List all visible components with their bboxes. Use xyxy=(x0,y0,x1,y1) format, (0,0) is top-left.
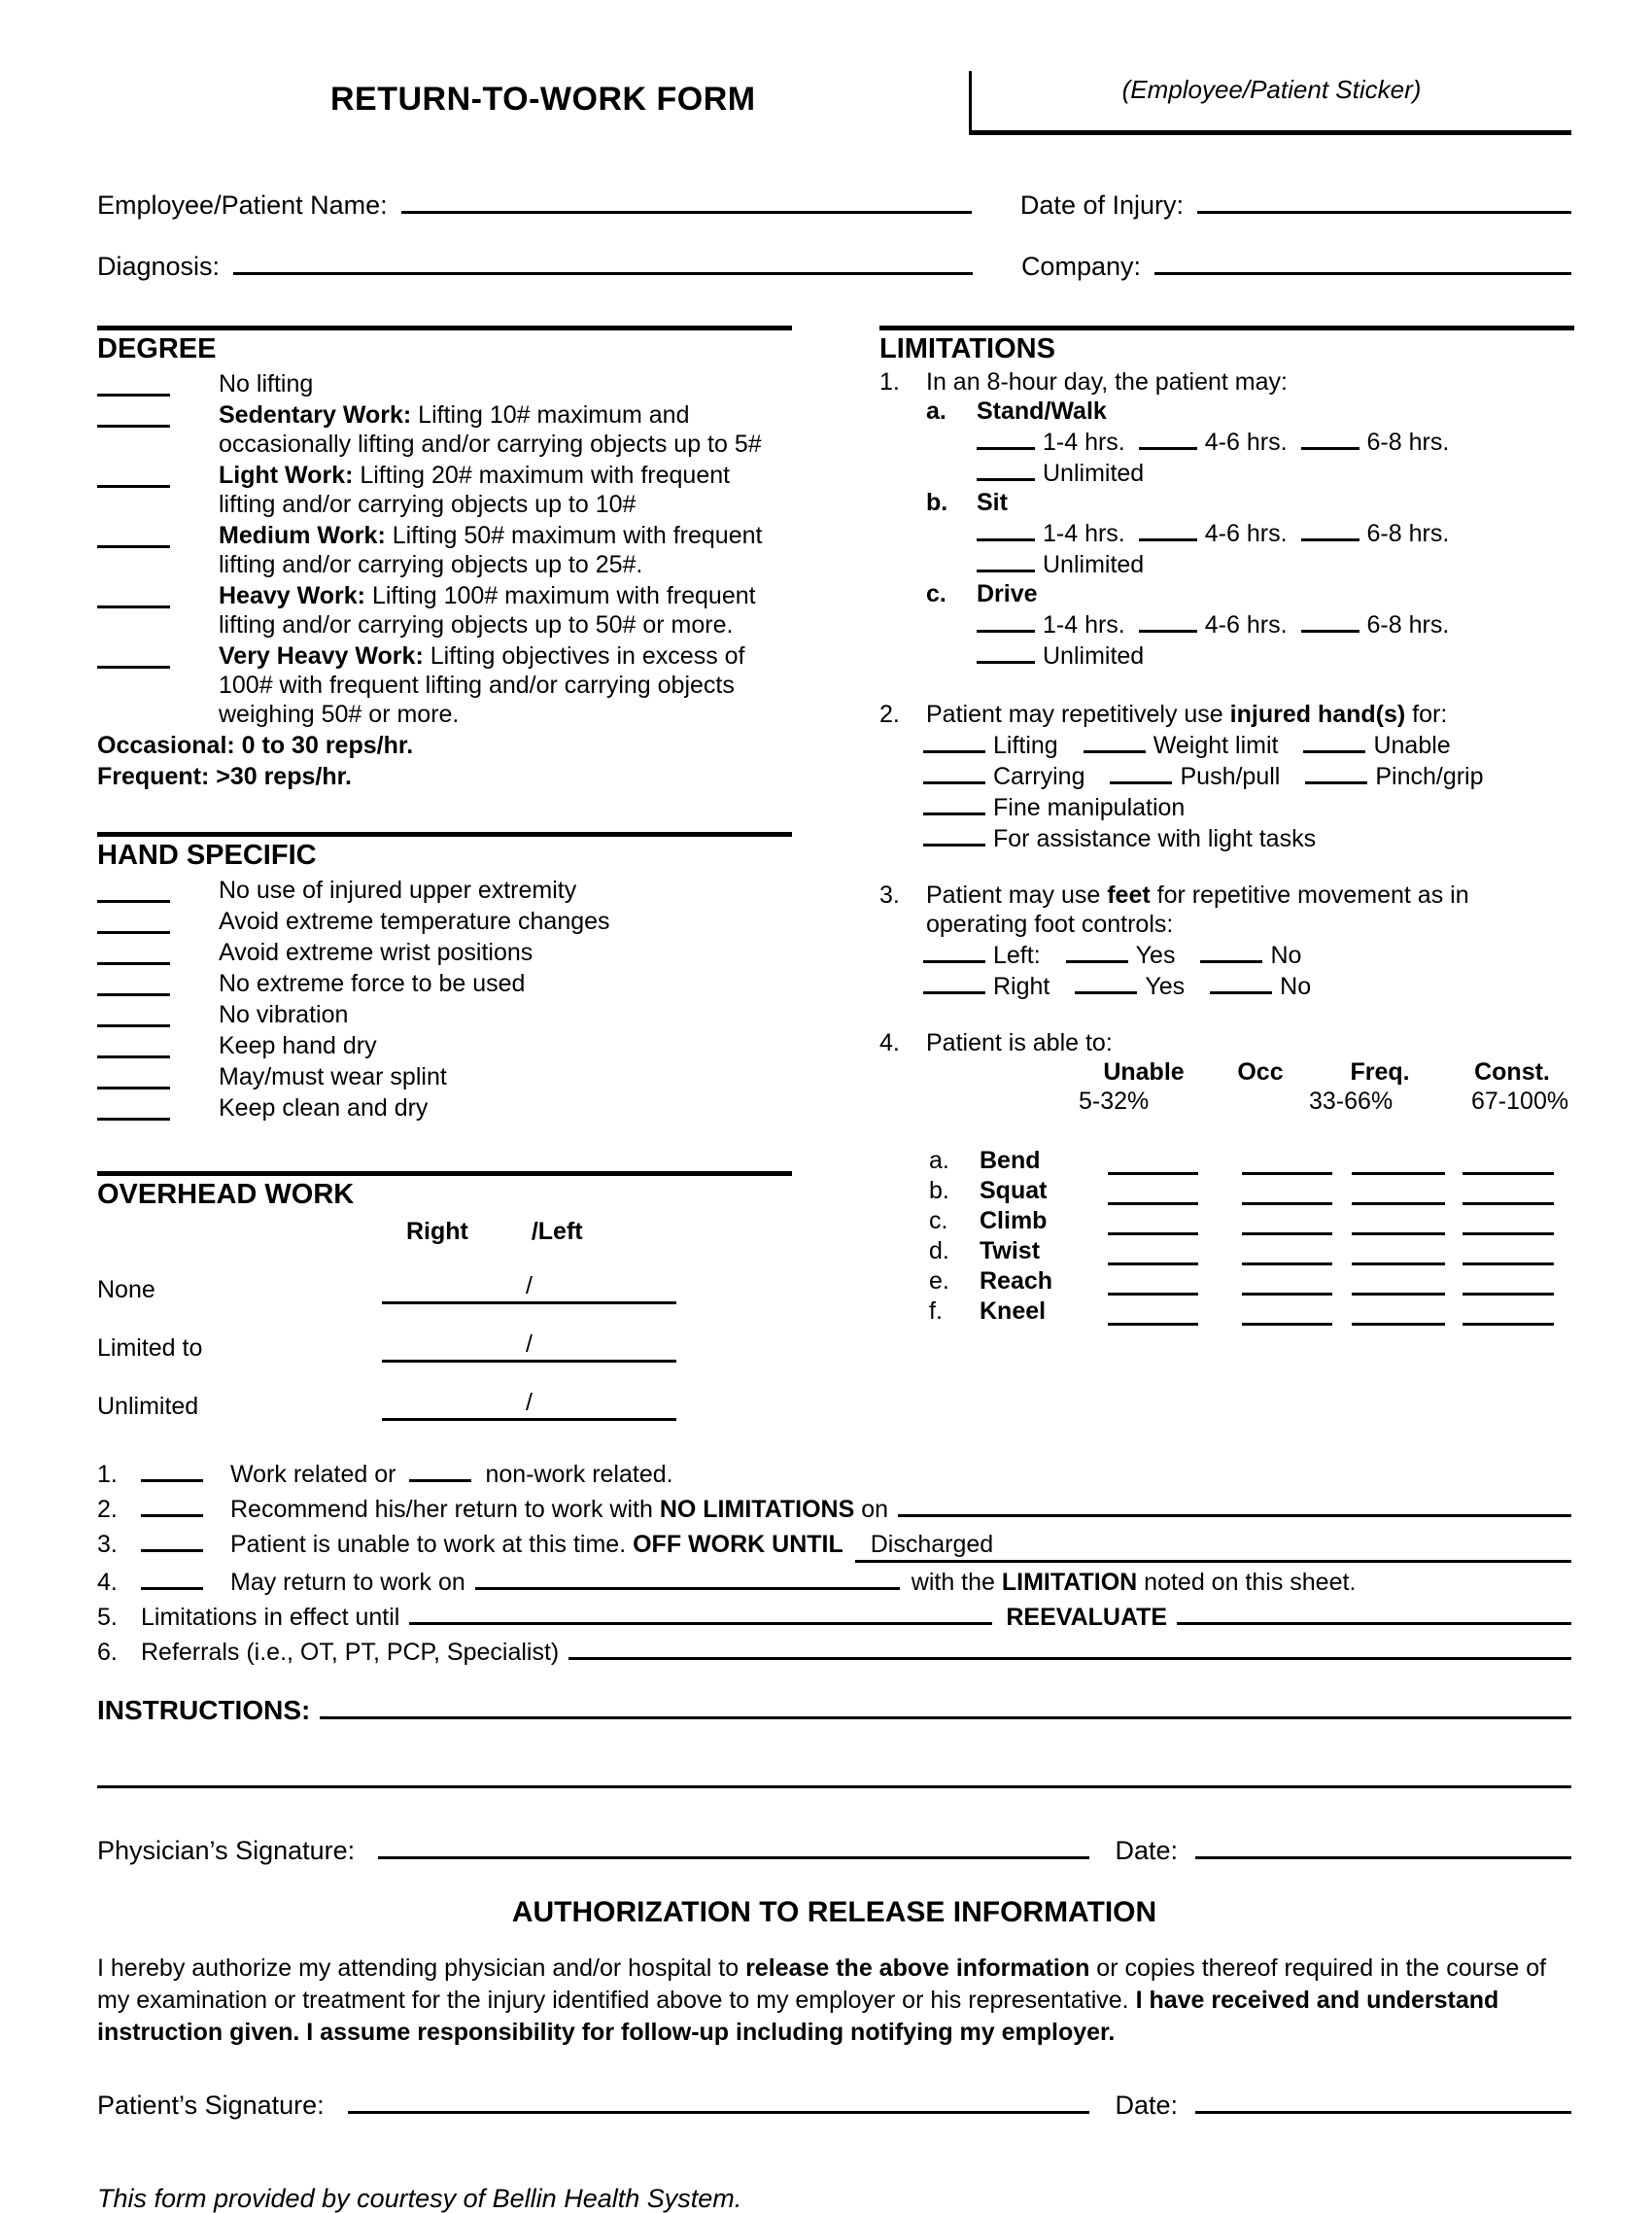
degree-item-text xyxy=(219,461,792,519)
referrals-line[interactable] xyxy=(568,1634,1571,1660)
foot-side-label: Left: xyxy=(993,942,1041,969)
hours-option-label: 4-6 hrs. xyxy=(1204,429,1288,456)
item-text xyxy=(230,1495,888,1525)
degree-check-line[interactable] xyxy=(97,400,170,428)
ability-row-bend xyxy=(879,1145,1574,1175)
hours-options-row xyxy=(977,608,1574,640)
hours-check-line[interactable] xyxy=(977,640,1035,664)
ability-check-line[interactable] xyxy=(1463,1153,1554,1175)
row-name: Twist xyxy=(980,1237,1041,1264)
frequency-table-rows xyxy=(879,1145,1574,1326)
degree-item-desc: Lifting 50# maximum with frequent lifting and/or carrying objects up to 25#. xyxy=(219,522,763,578)
row-name: Bend xyxy=(980,1147,1041,1174)
checklist-check-line[interactable] xyxy=(141,1526,203,1552)
foot-right-row xyxy=(923,970,1574,1001)
patient-signature-label: Patient’s Signature: xyxy=(97,2091,325,2120)
option-label: Unable xyxy=(1373,732,1451,759)
item-text-part: noted on this sheet. xyxy=(1144,1569,1357,1596)
limitations-heading: LIMITATIONS xyxy=(879,333,1055,364)
hand-item xyxy=(97,876,792,905)
hours-options-row xyxy=(977,426,1574,457)
hand-use-options-row xyxy=(923,729,1574,760)
ability-check-line[interactable] xyxy=(1352,1213,1445,1235)
degree-item-label: Sedentary Work: xyxy=(219,401,412,429)
overhead-right-left-line[interactable]: / xyxy=(382,1327,676,1363)
degree-check-line[interactable] xyxy=(97,641,170,669)
hand-check-line[interactable] xyxy=(97,938,170,965)
limitations-item-4 xyxy=(879,1028,1574,1057)
degree-item-text xyxy=(219,581,792,640)
item-number: 2. xyxy=(97,1496,118,1523)
off-work-until-value: Discharged xyxy=(870,1531,994,1558)
off-work-until-line[interactable] xyxy=(855,1530,1571,1563)
checklist-item-2 xyxy=(97,1491,1571,1525)
option-check-line[interactable] xyxy=(1066,939,1128,963)
sub-letter: a. xyxy=(926,398,946,425)
instructions-row xyxy=(97,1693,1571,1725)
date-label: Date: xyxy=(1115,1836,1178,1865)
ability-check-line[interactable] xyxy=(1108,1213,1198,1235)
item-text-bold: OFF WORK UNTIL xyxy=(633,1531,843,1558)
date-of-injury-label: Date of Injury: xyxy=(1019,190,1184,220)
employee-name-label: Employee/Patient Name: xyxy=(97,190,388,220)
ability-check-line[interactable] xyxy=(1352,1153,1445,1175)
hand-item xyxy=(97,938,792,967)
sub-item-sit xyxy=(926,488,1574,517)
occasional-note: Occasional: 0 to 30 reps/hr. xyxy=(97,732,414,759)
ability-check-line[interactable] xyxy=(1463,1213,1554,1235)
overhead-work-heading: OVERHEAD WORK xyxy=(97,1179,355,1210)
item-text xyxy=(926,700,1574,729)
patient-sticker-box xyxy=(969,71,1571,135)
item-text xyxy=(230,1564,1356,1598)
item-text-part: with the xyxy=(911,1569,995,1596)
right-column xyxy=(879,326,1574,1421)
unlimited-option-row xyxy=(977,548,1574,579)
degree-item-desc: Lifting objectives in excess of 100# with frequent lifting and/or carrying objects weighing 50# or more. xyxy=(219,642,745,728)
ability-check-line[interactable] xyxy=(1352,1183,1445,1205)
hand-use-options-row xyxy=(923,791,1574,822)
degree-item-text xyxy=(219,369,792,398)
degree-item-desc: No lifting xyxy=(219,370,314,398)
item-text-part: Limitations in effect until xyxy=(141,1604,400,1631)
sub-letter: b. xyxy=(926,489,948,516)
hand-item xyxy=(97,1062,792,1091)
ability-check-line[interactable] xyxy=(1463,1273,1554,1296)
item-text-post: for: xyxy=(1405,701,1448,728)
item-number: 5. xyxy=(97,1604,118,1631)
option-check-line[interactable] xyxy=(1110,760,1172,784)
employee-name-input-line[interactable] xyxy=(401,186,972,214)
patient-date-line[interactable] xyxy=(1195,2088,1571,2114)
item-text-bold: NO LIMITATIONS xyxy=(659,1496,855,1523)
date-label: Date: xyxy=(1115,2091,1178,2120)
hours-option-label: 1-4 hrs. xyxy=(1043,429,1125,456)
sub-letter: c. xyxy=(926,580,946,607)
instructions-label: INSTRUCTIONS: xyxy=(97,1695,311,1725)
row-letter: d. xyxy=(929,1237,949,1264)
option-label: Pinch/grip xyxy=(1375,763,1484,790)
option-check-line[interactable] xyxy=(923,760,985,784)
left-column xyxy=(97,326,792,1421)
hours-check-line[interactable] xyxy=(977,457,1035,481)
hand-item-text: No vibration xyxy=(219,1001,349,1028)
item-number: 3. xyxy=(879,882,900,909)
physician-signature-label: Physician’s Signature: xyxy=(97,1836,356,1865)
overhead-work-section xyxy=(97,1171,792,1421)
field-row-1 xyxy=(97,186,1571,220)
option-check-line[interactable] xyxy=(923,939,985,963)
unlimited-option-row xyxy=(977,640,1574,671)
form-header xyxy=(97,53,1571,153)
diagnosis-label: Diagnosis: xyxy=(97,252,221,281)
form-title: RETURN-TO-WORK FORM xyxy=(330,81,756,118)
overhead-right-left-line[interactable]: / xyxy=(382,1385,676,1421)
sub-name: Stand/Walk xyxy=(977,398,1107,425)
effect-until-line[interactable] xyxy=(409,1599,992,1625)
overhead-row-label: None xyxy=(97,1276,155,1303)
physician-signature-line[interactable] xyxy=(378,1833,1089,1859)
row-letter: a. xyxy=(929,1147,949,1174)
degree-item-text xyxy=(219,521,792,579)
option-check-line[interactable] xyxy=(1200,939,1262,963)
ability-row-reach xyxy=(879,1265,1574,1296)
foot-side-label: Right xyxy=(993,973,1050,1000)
option-check-line[interactable] xyxy=(1210,970,1272,994)
row-name: Reach xyxy=(980,1267,1053,1295)
ability-check-line[interactable] xyxy=(1242,1183,1332,1205)
checklist-item-6 xyxy=(97,1634,1571,1668)
hand-item-text: Avoid extreme temperature changes xyxy=(219,908,610,935)
degree-item-desc: Lifting 10# maximum and occasionally lifting and/or carrying objects up to 5# xyxy=(219,401,762,458)
hours-option-label: 1-4 hrs. xyxy=(1043,611,1125,639)
no-label: No xyxy=(1270,942,1302,969)
row-name: Squat xyxy=(980,1177,1048,1204)
ability-check-line[interactable] xyxy=(1352,1273,1445,1296)
bottom-checklist xyxy=(97,1456,1571,1668)
reevaluate-line[interactable] xyxy=(1177,1599,1571,1625)
degree-item-label: Very Heavy Work: xyxy=(219,642,424,670)
patient-signature-line[interactable] xyxy=(348,2088,1090,2114)
overhead-row-unlimited xyxy=(97,1388,792,1421)
ability-check-line[interactable] xyxy=(1242,1153,1332,1175)
right-column-header: Right xyxy=(406,1218,468,1245)
overhead-row-label: Unlimited xyxy=(97,1393,199,1420)
hours-check-line[interactable] xyxy=(977,426,1035,450)
hours-check-line[interactable] xyxy=(1139,517,1197,541)
item-number: 4. xyxy=(97,1569,118,1596)
range-label: 5-32% xyxy=(1079,1088,1150,1115)
item-text-post: for repetitive movement as in operating foot controls: xyxy=(926,882,1469,938)
item-text-part: Work related or xyxy=(230,1461,396,1488)
instructions-line-1[interactable] xyxy=(320,1693,1571,1719)
frequency-table-headers xyxy=(1095,1057,1574,1087)
range-label: 67-100% xyxy=(1471,1088,1569,1115)
option-label: Weight limit xyxy=(1153,732,1279,759)
degree-item-text xyxy=(219,641,792,729)
option-label: Carrying xyxy=(993,763,1085,790)
option-label: Fine manipulation xyxy=(993,794,1186,821)
auth-text-bold: release the above information xyxy=(745,1954,1090,1982)
hand-check-line[interactable] xyxy=(97,907,170,934)
option-check-line[interactable] xyxy=(923,729,985,753)
col-header-freq: Freq. xyxy=(1350,1058,1410,1086)
company-input-line[interactable] xyxy=(1154,247,1571,275)
ability-row-climb xyxy=(879,1205,1574,1235)
ability-check-line[interactable] xyxy=(1242,1213,1332,1235)
authorization-paragraph xyxy=(97,1953,1571,2049)
unlimited-label: Unlimited xyxy=(1043,460,1145,487)
option-check-line[interactable] xyxy=(1084,729,1146,753)
item-text-part: Recommend his/her return to work with xyxy=(230,1496,653,1523)
ability-check-line[interactable] xyxy=(1463,1243,1554,1265)
row-letter: f. xyxy=(929,1297,943,1325)
hours-option-label: 4-6 hrs. xyxy=(1204,520,1288,547)
option-check-line[interactable] xyxy=(1305,760,1367,784)
sub-name: Drive xyxy=(977,580,1038,607)
checklist-check-line[interactable] xyxy=(141,1564,203,1590)
item-text: In an 8-hour day, the patient may: xyxy=(926,368,1288,396)
item-number: 3. xyxy=(97,1531,118,1558)
row-letter: e. xyxy=(929,1267,949,1295)
hours-option-label: 1-4 hrs. xyxy=(1043,520,1125,547)
authorization-heading: AUTHORIZATION TO RELEASE INFORMATION xyxy=(511,1896,1157,1928)
hand-check-line[interactable] xyxy=(97,876,170,903)
hand-check-line[interactable] xyxy=(97,1062,170,1089)
overhead-column-headers xyxy=(406,1217,792,1246)
yes-label: Yes xyxy=(1145,973,1186,1000)
sub-item-drive xyxy=(926,579,1574,608)
hand-item-text: Keep clean and dry xyxy=(219,1094,429,1122)
degree-check-line[interactable] xyxy=(97,369,170,397)
degree-check-line[interactable] xyxy=(97,581,170,608)
row-letter: b. xyxy=(929,1177,949,1204)
option-label: Push/pull xyxy=(1180,763,1281,790)
instructions-line-2[interactable] xyxy=(97,1785,1571,1788)
hours-check-line[interactable] xyxy=(1301,426,1359,450)
hours-options-row xyxy=(977,517,1574,548)
ability-check-line[interactable] xyxy=(1242,1243,1332,1265)
sticker-label: (Employee/Patient Sticker) xyxy=(1121,75,1422,104)
degree-item-label: Medium Work: xyxy=(219,522,386,549)
sub-item-stand-walk xyxy=(926,397,1574,426)
hand-item xyxy=(97,1031,792,1060)
sub-name: Sit xyxy=(977,489,1008,516)
patient-signature-row xyxy=(97,2088,1571,2120)
option-check-line[interactable] xyxy=(1075,970,1137,994)
hand-item-text: May/must wear splint xyxy=(219,1063,447,1090)
ability-check-line[interactable] xyxy=(1108,1303,1198,1326)
item-text-part: on xyxy=(861,1496,889,1523)
ability-check-line[interactable] xyxy=(1242,1303,1332,1326)
checklist-check-line[interactable] xyxy=(141,1456,203,1482)
hand-specific-heading: HAND SPECIFIC xyxy=(97,840,317,871)
left-column-header: /Left xyxy=(531,1218,583,1245)
degree-item-desc: Lifting 20# maximum with frequent lifting and/or carrying objects up to 10# xyxy=(219,462,731,518)
ability-row-squat xyxy=(879,1175,1574,1205)
checklist-item-4 xyxy=(97,1564,1571,1598)
ability-check-line[interactable] xyxy=(1108,1153,1198,1175)
overhead-row-limited xyxy=(97,1330,792,1363)
col-header-unable: Unable xyxy=(1103,1058,1185,1086)
hand-use-options-row xyxy=(923,760,1574,791)
option-check-line[interactable] xyxy=(923,822,985,847)
hours-option-label: 6-8 hrs. xyxy=(1366,520,1450,547)
auth-text-bold: I have received and understand instruction given. I assume responsibility for follow-up including notifying my employer. xyxy=(97,1987,1499,2046)
ability-check-line[interactable] xyxy=(1108,1273,1198,1296)
physician-signature-row xyxy=(97,1833,1571,1865)
hours-check-line[interactable] xyxy=(1139,426,1197,450)
ability-check-line[interactable] xyxy=(1463,1303,1554,1326)
degree-check-line[interactable] xyxy=(97,521,170,548)
option-label: For assistance with light tasks xyxy=(993,825,1317,852)
hand-item xyxy=(97,907,792,936)
return-date-line[interactable] xyxy=(475,1564,900,1590)
limitations-item-3 xyxy=(879,881,1574,939)
degree-item xyxy=(97,461,792,519)
ability-check-line[interactable] xyxy=(1463,1183,1554,1205)
ability-check-line[interactable] xyxy=(1108,1183,1198,1205)
overhead-right-left-line[interactable]: / xyxy=(382,1268,676,1304)
hand-check-line[interactable] xyxy=(97,1093,170,1121)
frequency-table-ranges xyxy=(1079,1087,1574,1116)
degree-item xyxy=(97,641,792,729)
item-text-pre: Patient may repetitively use xyxy=(926,701,1230,728)
company-label: Company: xyxy=(1020,252,1141,281)
hand-check-line[interactable] xyxy=(97,1031,170,1058)
degree-heading: DEGREE xyxy=(97,333,217,364)
frequent-note: Frequent: >30 reps/hr. xyxy=(97,763,352,790)
degree-item xyxy=(97,400,792,459)
item-number: 1. xyxy=(879,368,900,396)
item-text xyxy=(141,1638,559,1668)
degree-item xyxy=(97,521,792,579)
ability-row-twist xyxy=(879,1235,1574,1265)
item-text xyxy=(230,1530,843,1560)
overhead-row-label: Limited to xyxy=(97,1334,203,1362)
diagnosis-input-line[interactable] xyxy=(233,247,973,275)
range-label: 33-66% xyxy=(1309,1088,1394,1115)
degree-item-text xyxy=(219,400,792,459)
hand-item xyxy=(97,1000,792,1029)
overhead-row-none xyxy=(97,1271,792,1304)
item-number: 1. xyxy=(97,1461,118,1488)
hours-check-line[interactable] xyxy=(977,548,1035,572)
item-text: Patient is able to: xyxy=(926,1029,1113,1056)
columns xyxy=(97,326,1571,1421)
hours-check-line[interactable] xyxy=(977,517,1035,541)
degree-item-desc: Lifting 100# maximum with frequent lifting and/or carrying objects up to 50# or more. xyxy=(219,582,756,639)
row-name: Climb xyxy=(980,1207,1048,1234)
footer-credit: This form provided by courtesy of Bellin Health System. xyxy=(97,2184,742,2213)
hours-check-line[interactable] xyxy=(1301,517,1359,541)
limitations-item-1 xyxy=(879,367,1574,397)
hand-check-line[interactable] xyxy=(97,1000,170,1027)
checklist-item-5 xyxy=(97,1599,1571,1633)
item-text-part: Patient is unable to work at this time. xyxy=(230,1531,627,1558)
degree-item-label: Light Work: xyxy=(219,462,354,489)
hand-item-text: No use of injured upper extremity xyxy=(219,877,577,904)
hand-item-text: No extreme force to be used xyxy=(219,970,526,997)
item-text xyxy=(230,1456,673,1490)
hours-option-label: 6-8 hrs. xyxy=(1366,429,1450,456)
ability-check-line[interactable] xyxy=(1108,1243,1198,1265)
option-check-line[interactable] xyxy=(923,970,985,994)
item-text-part: non-work related. xyxy=(485,1461,673,1488)
item-text xyxy=(926,881,1574,939)
degree-item xyxy=(97,581,792,640)
auth-text: I hereby authorize my attending physician and/or hospital to xyxy=(97,1954,746,1982)
item-number: 4. xyxy=(879,1029,900,1056)
hours-option-label: 4-6 hrs. xyxy=(1204,611,1288,639)
hand-check-line[interactable] xyxy=(97,969,170,996)
ability-row-kneel xyxy=(879,1296,1574,1326)
item-text-bold: REEVALUATE xyxy=(1006,1604,1168,1631)
fill-in-line[interactable] xyxy=(898,1491,1571,1517)
inline-check-line[interactable] xyxy=(409,1456,471,1482)
hours-check-line[interactable] xyxy=(1139,608,1197,633)
hand-item-text: Keep hand dry xyxy=(219,1032,377,1059)
hand-item xyxy=(97,1093,792,1123)
row-letter: c. xyxy=(929,1207,948,1234)
item-text-bold: injured hand(s) xyxy=(1229,701,1406,728)
ability-check-line[interactable] xyxy=(1352,1303,1445,1326)
item-text-pre: Patient may use xyxy=(926,882,1108,909)
item-text-part: May return to work on xyxy=(230,1569,465,1596)
no-label: No xyxy=(1280,973,1312,1000)
item-number: 6. xyxy=(97,1639,118,1666)
degree-item xyxy=(97,369,792,398)
item-text-bold: LIMITATION xyxy=(1001,1569,1138,1596)
hours-option-label: 6-8 hrs. xyxy=(1366,611,1450,639)
hand-specific-section xyxy=(97,832,792,1123)
physician-date-line[interactable] xyxy=(1195,1833,1571,1859)
auth-text: or copies thereof required in the course of my examination or treatment for the injury identified above to my employer or his representative. xyxy=(97,1954,1547,2014)
hand-item xyxy=(97,969,792,998)
hand-item-text: Avoid extreme wrist positions xyxy=(219,939,533,966)
checklist-item-3 xyxy=(97,1526,1571,1563)
foot-left-row xyxy=(923,939,1574,970)
item-text-bold: feet xyxy=(1107,882,1151,909)
hours-check-line[interactable] xyxy=(1301,608,1359,633)
degree-check-line[interactable] xyxy=(97,461,170,488)
field-row-2 xyxy=(97,247,1571,281)
unlimited-option-row xyxy=(977,457,1574,488)
ability-check-line[interactable] xyxy=(1242,1273,1332,1296)
yes-label: Yes xyxy=(1135,942,1176,969)
option-check-line[interactable] xyxy=(923,791,985,815)
limitations-item-2 xyxy=(879,700,1574,729)
checklist-check-line[interactable] xyxy=(141,1491,203,1517)
unlimited-label: Unlimited xyxy=(1043,642,1145,670)
checklist-item-1 xyxy=(97,1456,1571,1490)
item-number: 2. xyxy=(879,701,900,728)
unlimited-label: Unlimited xyxy=(1043,551,1145,578)
hand-use-options-row xyxy=(923,822,1574,853)
col-header-const: Const. xyxy=(1474,1058,1550,1086)
ability-check-line[interactable] xyxy=(1352,1243,1445,1265)
degree-item-label: Heavy Work: xyxy=(219,582,365,609)
hours-check-line[interactable] xyxy=(977,608,1035,633)
option-label: Lifting xyxy=(993,732,1058,759)
item-text-part: Referrals (i.e., OT, PT, PCP, Specialist) xyxy=(141,1639,560,1666)
option-check-line[interactable] xyxy=(1303,729,1365,753)
col-header-occ: Occ xyxy=(1237,1058,1284,1086)
item-text xyxy=(141,1599,1167,1633)
date-of-injury-input-line[interactable] xyxy=(1197,186,1571,214)
row-name: Kneel xyxy=(980,1297,1047,1325)
